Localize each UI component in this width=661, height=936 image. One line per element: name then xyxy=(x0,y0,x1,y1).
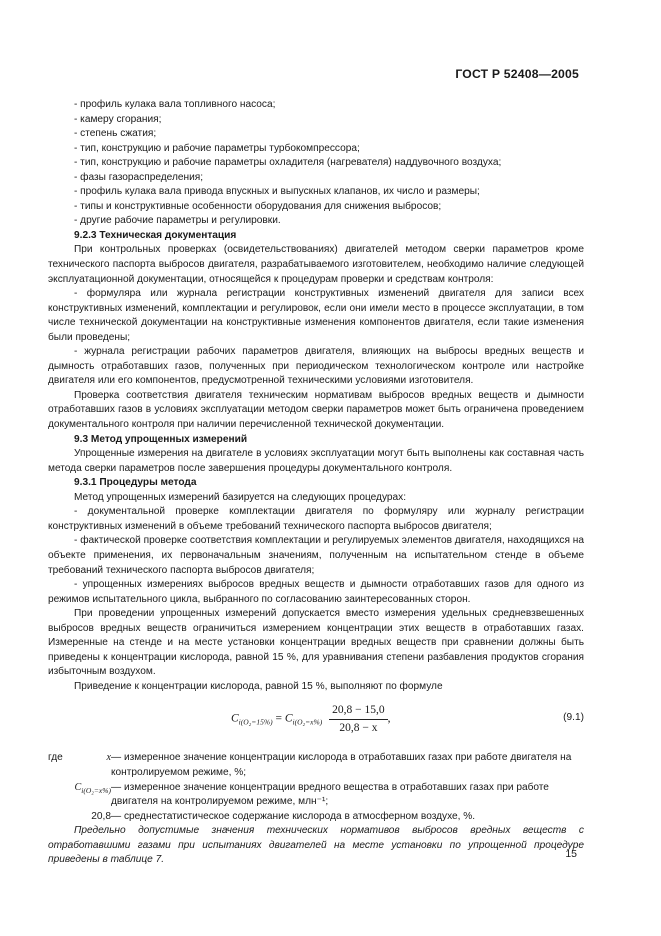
document-body xyxy=(48,98,584,868)
legend-symbol-c-letter: C xyxy=(74,781,82,793)
legend-row-x xyxy=(48,751,584,780)
paragraph: Приведение к концентрации кислорода, равной 15 %, выполняют по формуле xyxy=(74,680,443,692)
formula-denominator: 20,8 − x xyxy=(339,721,378,734)
list-item: - тип, конструкцию и рабочие параметры охладителя (нагревателя) наддувочного воздуха; xyxy=(74,157,502,169)
list-item: - журнала регистрации рабочих параметров двигателя, влияющих на выбросы вредных веществ и дымность отработавших газов, полученных при периодическом технологическом контроле или настройке двигателя или его компонентов, предусмотренной техническими условиями изготовителя. xyxy=(48,346,584,387)
list-item: - документальной проверке комплектации двигателя по формуляру или журналу регистрации конструктивных изменений в объеме требований технического паспорта выбросов двигателя; xyxy=(48,506,584,532)
list-item: - профиль кулака вала топливного насоса; xyxy=(74,99,276,110)
section-heading-931: 9.3.1 Процедуры метода xyxy=(74,477,197,489)
list-item: - тип, конструкцию и рабочие параметры турбокомпрессора; xyxy=(74,142,360,154)
list-item: - степень сжатия; xyxy=(74,128,157,140)
legend-desc-x: — измеренное значение концентрации кислорода в отработавших газах при работе двигателя на контролируемом режиме, %; xyxy=(111,752,572,778)
list-item: - профиль кулака вала привода впускных и выпускных клапанов, их число и размеры; xyxy=(74,186,480,198)
formula-c-left: C xyxy=(231,713,239,726)
list-item: - фазы газораспределения; xyxy=(74,171,204,183)
list-item: - типы и конструктивные особенности оборудования для снижения выбросов; xyxy=(74,200,442,212)
formula-fraction xyxy=(329,703,388,735)
paragraph: Метод упрощенных измерений базируется на следующих процедурах: xyxy=(74,491,407,503)
formula-equals: = xyxy=(272,713,285,726)
legend-row-n xyxy=(48,810,584,825)
list-item: - другие рабочие параметры и регулировки. xyxy=(74,215,281,227)
formula-c-right-sub: i(O₂=x%) xyxy=(292,718,323,728)
legend-row-c xyxy=(48,781,584,810)
formula-c-right: C xyxy=(284,713,293,726)
formula-numerator: 20,8 − 15,0 xyxy=(329,703,388,720)
list-item: - камеру сгорания; xyxy=(74,113,162,125)
list-item: - формуляра или журнала регистрации конструктивных изменений двигателя для записи всех конструктивных изменений, комплектации и регулировок, если они имели место в процессе эксплуатации, в том числе технической документации на конструктивные изменения компонентов двигателя, если такие изменения были проведены; xyxy=(48,288,584,343)
formula-legend xyxy=(48,751,584,824)
legend-where-label: где xyxy=(48,752,63,764)
section-heading-923: 9.2.3 Техническая документация xyxy=(74,229,237,241)
legend-symbol-c-sub: i(O₂=x%) xyxy=(81,785,111,795)
paragraph: Проверка соответствия двигателя техническим нормативам выбросов вредных веществ и дымности отработавших газов в условиях эксплуатации методом сверки параметров может быть ограничена проведением документального контроля при наличии перечисленной технической документации. xyxy=(48,389,584,431)
document-header: ГОСТ Р 52408—2005 xyxy=(455,67,579,81)
final-paragraph: Предельно допустимые значения технических нормативов выбросов вредных веществ с отработавшими газами при испытаниях двигателей на месте установки по упрощенной процедуре приведены в таблице 7. xyxy=(48,825,584,866)
formula-c-left-sub: i(O₂=15%) xyxy=(238,718,273,728)
legend-desc-20-8: — среднестатистическое содержание кислорода в атмосферном воздухе, %. xyxy=(111,810,476,822)
section-heading-93: 9.3 Метод упрощенных измерений xyxy=(74,433,248,445)
legend-symbol-c xyxy=(46,781,111,799)
formula-expression xyxy=(231,703,391,735)
list-item: - фактической проверке соответствия комплектации и регулируемых элементов двигателя, находящихся на объекте применения, их первоначальным значениям, полученным на испытательном стенде в объеме требований технического паспорта выбросов двигателя; xyxy=(48,535,584,576)
paragraph: При контрольных проверках (освидетельствованиях) двигателей методом сверки параметров кроме технического паспорта выбросов двигателя, разрабатываемого изготовителем, необходимо наличие следующей эксплуатационной документации, относящейся к процедурам проверки и средствам контроля: xyxy=(48,244,584,285)
formula-tail: , xyxy=(387,713,391,726)
legend-symbol-x: x xyxy=(106,752,111,764)
paragraph: Упрощенные измерения на двигателе в условиях эксплуатации могут быть выполнены как составная часть метода сверки параметров после завершения процедуры документального контроля. xyxy=(48,448,584,474)
formula-9-1 xyxy=(48,699,584,747)
paragraph: При проведении упрощенных измерений допускается вместо измерения удельных средневзвешенных выбросов вредных веществ ограничиться измерением концентрации этих веществ в отработавших газах. Измеренные на стенде и на месте установки концентрации вредных веществ при сравнении должны быть приведены к концентрации кислорода, равной 15 %, для уравнивания степени разбавления продуктов сгорания избыточным воздухом. xyxy=(48,608,584,678)
formula-number: (9.1) xyxy=(563,712,584,724)
list-item: - упрощенных измерениях выбросов вредных веществ и дымности отработавших газов для одного из режимов испытательного цикла, выбранного по согласованию заинтересованных сторон. xyxy=(48,579,584,605)
legend-symbol-20-8: 20,8 xyxy=(91,810,111,822)
page-number: 15 xyxy=(565,848,577,860)
legend-desc-c: — измеренное значение концентрации вредного вещества в отработавших газах при работе двигателя на контролируемом режиме, млн⁻¹; xyxy=(111,781,549,808)
